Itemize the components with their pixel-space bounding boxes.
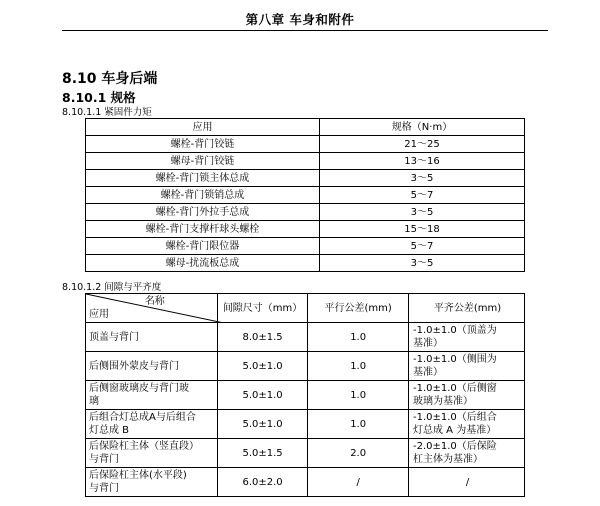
spec-cell: 3～5 xyxy=(320,255,525,272)
subsection-number: 8.10.1 xyxy=(62,90,107,105)
torque-caption: 8.10.1.1 紧固件力矩 xyxy=(62,107,152,118)
table-row xyxy=(86,381,525,410)
chapter-title: 第八章 车身和附件 xyxy=(245,12,355,27)
parallel-value-cell: / xyxy=(308,468,409,497)
flush-value-cell-line: 基准） xyxy=(413,367,443,378)
spec-cell: 15～18 xyxy=(320,221,525,238)
header-name-label: 名称 xyxy=(144,296,165,307)
table-row xyxy=(86,410,525,439)
flush-value-cell-line: -1.0±1.0（后侧窗 xyxy=(413,383,497,394)
application-cell xyxy=(86,352,218,381)
application-cell: 螺栓-背门锁销总成 xyxy=(86,187,320,204)
gap-value-cell: 5.0±1.0 xyxy=(217,381,307,410)
table-row xyxy=(86,153,525,170)
parallel-value-cell: 2.0 xyxy=(308,439,409,468)
spec-cell: 3～5 xyxy=(320,170,525,187)
table-row xyxy=(86,221,525,238)
column-header-flush: 平齐公差(mm) xyxy=(409,294,525,323)
table-header-row xyxy=(86,119,525,136)
flush-value-cell-line: -1.0±1.0（后组合 xyxy=(413,412,497,423)
application-cell: 螺母-扰流板总成 xyxy=(86,255,320,272)
spec-cell: 21～25 xyxy=(320,136,525,153)
torque-table xyxy=(85,118,525,272)
table-row xyxy=(86,468,525,497)
table-row xyxy=(86,352,525,381)
flush-value-cell-line: / xyxy=(465,476,470,488)
application-cell-line: 与背门 xyxy=(89,454,119,465)
section-number: 8.10 xyxy=(62,71,97,87)
gap-table-body xyxy=(86,323,525,497)
application-cell-line: 后组合灯总成A与后组合 xyxy=(89,412,196,423)
parallel-value-cell: 1.0 xyxy=(308,410,409,439)
parallel-value-cell: 1.0 xyxy=(308,352,409,381)
table-row xyxy=(86,187,525,204)
application-cell: 螺栓-背门外拉手总成 xyxy=(86,204,320,221)
column-header-application: 应用 xyxy=(86,119,320,136)
application-cell xyxy=(86,381,218,410)
application-cell-line: 后侧窗玻璃皮与背门玻 xyxy=(89,383,189,394)
table-row xyxy=(86,238,525,255)
application-cell xyxy=(86,468,218,497)
flush-value-cell-line: 玻璃为基准） xyxy=(413,396,473,407)
flush-value-cell xyxy=(409,381,525,410)
flush-value-cell-line: -2.0±1.0（后保险 xyxy=(413,441,497,452)
application-cell xyxy=(86,439,218,468)
header-divider xyxy=(62,30,548,31)
application-cell: 螺栓-背门支撑杆球头螺栓 xyxy=(86,221,320,238)
torque-table-body xyxy=(86,136,525,272)
application-cell-line: 与背门 xyxy=(89,483,119,494)
flush-value-cell xyxy=(409,439,525,468)
table-row xyxy=(86,255,525,272)
flush-value-cell xyxy=(409,352,525,381)
flush-value-cell xyxy=(409,468,525,497)
application-cell: 螺栓-背门限位器 xyxy=(86,238,320,255)
application-cell-line: 后侧围外蒙皮与背门 xyxy=(89,360,179,372)
table-row xyxy=(86,170,525,187)
spec-cell: 13～16 xyxy=(320,153,525,170)
diagonal-header-cell xyxy=(86,294,218,323)
table-row xyxy=(86,323,525,352)
flush-value-cell-line: 灯总成 A 为基准） xyxy=(413,425,497,436)
application-cell xyxy=(86,323,218,352)
parallel-value-cell: 1.0 xyxy=(308,381,409,410)
header-application-label: 应用 xyxy=(89,309,109,320)
application-cell-line: 后保险杠主体（竖直段） xyxy=(89,441,199,452)
flush-value-cell-line: 基准） xyxy=(413,338,443,349)
table-header-row xyxy=(86,294,525,323)
section-name: 车身后端 xyxy=(101,71,158,87)
application-cell-line: 后保险杠主体(水平段) xyxy=(89,470,187,481)
gap-flush-table xyxy=(85,293,525,497)
gap-value-cell: 5.0±1.5 xyxy=(217,439,307,468)
application-cell: 螺栓-背门锁主体总成 xyxy=(86,170,320,187)
application-cell: 螺母-背门铰链 xyxy=(86,153,320,170)
gap-value-cell: 8.0±1.5 xyxy=(217,323,307,352)
gap-caption: 8.10.1.2 间隙与平齐度 xyxy=(62,282,162,293)
flush-value-cell-line: -1.0±1.0（顶盖为 xyxy=(413,325,497,336)
column-header-spec: 规格（N·m） xyxy=(320,119,525,136)
gap-value-cell: 6.0±2.0 xyxy=(217,468,307,497)
column-header-parallel: 平行公差(mm) xyxy=(308,294,409,323)
spec-cell: 5～7 xyxy=(320,238,525,255)
spec-cell: 3～5 xyxy=(320,204,525,221)
flush-value-cell-line: 杠主体为基准） xyxy=(413,454,483,465)
application-cell-line: 灯总成 B xyxy=(89,425,130,436)
application-cell-line: 顶盖与背门 xyxy=(89,331,139,343)
flush-value-cell xyxy=(409,410,525,439)
application-cell xyxy=(86,410,218,439)
table-row xyxy=(86,204,525,221)
table-row xyxy=(86,136,525,153)
table-row xyxy=(86,439,525,468)
flush-value-cell xyxy=(409,323,525,352)
gap-value-cell: 5.0±1.0 xyxy=(217,352,307,381)
application-cell: 螺栓-背门铰链 xyxy=(86,136,320,153)
gap-value-cell: 5.0±1.0 xyxy=(217,410,307,439)
application-cell-line: 璃 xyxy=(89,396,99,407)
flush-value-cell-line: -1.0±1.0（侧围为 xyxy=(413,354,497,365)
spec-cell: 5～7 xyxy=(320,187,525,204)
section-title xyxy=(62,68,157,88)
parallel-value-cell: 1.0 xyxy=(308,323,409,352)
column-header-gap: 间隙尺寸（mm） xyxy=(217,294,307,323)
subsection-name: 规格 xyxy=(110,90,136,105)
